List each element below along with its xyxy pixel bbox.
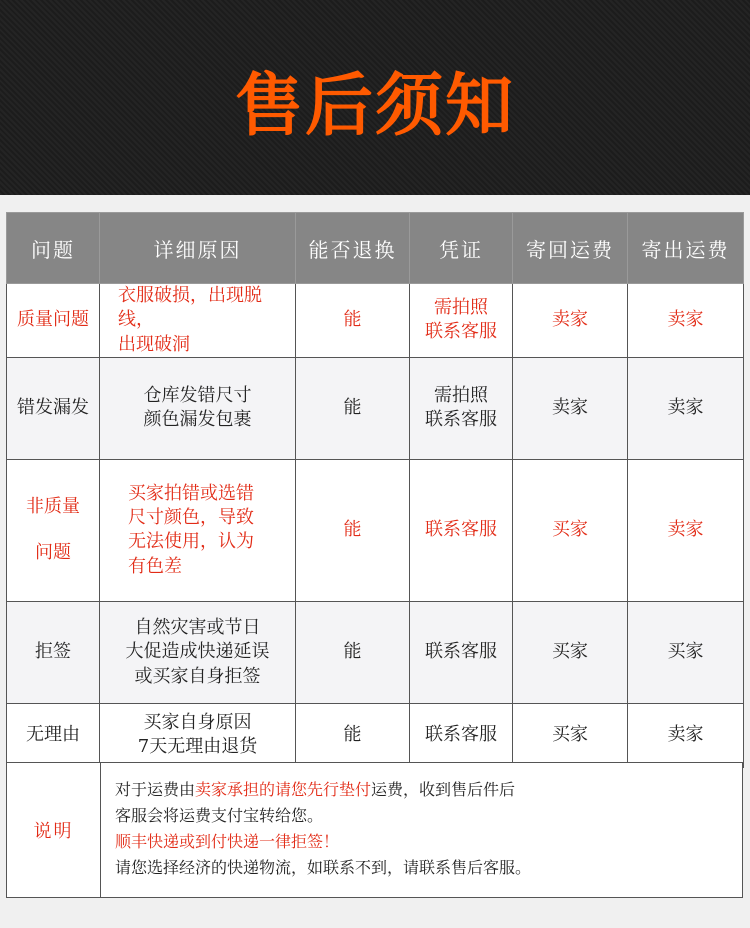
header-proof: 凭证 [410, 213, 513, 284]
proof-line: 联系客服 [425, 724, 497, 746]
issue-cell: 错发漏发 [7, 357, 100, 459]
reason-cell [100, 357, 296, 459]
page-title: 售后须知 [234, 67, 515, 146]
note-warning: 顺丰快递或到付快递一律拒签！ [115, 832, 340, 851]
table-header-row [7, 213, 744, 284]
after-sales-table [6, 212, 744, 768]
reason-cell [100, 284, 296, 358]
reason-line: 尺寸颜色，导致 [128, 507, 254, 529]
return-shipping-cell: 买家 [513, 703, 628, 767]
reason-line: 大促造成快递延误 [125, 641, 270, 663]
proof-cell [410, 357, 513, 459]
header-returnable: 能否退换 [296, 213, 410, 284]
return-shipping-cell: 卖家 [513, 284, 628, 358]
reason-cell [100, 703, 296, 767]
proof-line: 联系客服 [425, 409, 497, 431]
header-issue: 问题 [7, 213, 100, 284]
returnable-cell: 能 [296, 703, 410, 767]
reason-cell [100, 459, 296, 601]
proof-cell [410, 601, 513, 703]
reason-line: 买家拍错或选错 [128, 482, 254, 504]
reason-line: 颜色漏发包裹 [143, 409, 252, 431]
table-row [7, 601, 744, 703]
proof-line: 需拍照 [434, 385, 488, 407]
returnable-cell: 能 [296, 284, 410, 358]
note-text: 对于运费由 [115, 780, 196, 799]
note-line: 客服会将运费支付宝转给您。 [115, 806, 324, 825]
issue-line: 问题 [35, 542, 71, 564]
issue-line: 非质量 [26, 496, 80, 518]
issue-cell: 无理由 [7, 703, 100, 767]
proof-line: 联系客服 [425, 321, 497, 343]
return-shipping-cell: 卖家 [513, 357, 628, 459]
reason-line: 7天无理由退货 [137, 736, 258, 758]
send-shipping-cell: 卖家 [628, 284, 744, 358]
after-sales-table-wrap [6, 212, 743, 768]
reason-line: 买家自身原因 [143, 712, 252, 734]
returnable-cell: 能 [296, 459, 410, 601]
send-shipping-cell: 买家 [628, 601, 744, 703]
note-body [115, 777, 734, 881]
note-line: 请您选择经济的快递物流，如联系不到，请联系售后客服。 [115, 858, 532, 877]
returnable-cell: 能 [296, 357, 410, 459]
send-shipping-cell: 卖家 [628, 703, 744, 767]
table-row [7, 357, 744, 459]
issue-cell: 质量问题 [7, 284, 100, 358]
send-shipping-cell: 卖家 [628, 459, 744, 601]
reason-line: 无法使用，认为 [128, 531, 254, 553]
proof-cell [410, 284, 513, 358]
proof-line: 联系客服 [425, 641, 497, 663]
reason-line: 或买家自身拒签 [134, 665, 261, 687]
note-line [115, 777, 734, 803]
proof-line: 联系客服 [425, 519, 497, 541]
send-shipping-cell: 卖家 [628, 357, 744, 459]
table-row [7, 459, 744, 601]
header-send-shipping: 寄出运费 [628, 213, 744, 284]
proof-line: 需拍照 [434, 297, 488, 319]
note-highlight: 卖家承担的请您先行垫付 [195, 780, 372, 799]
note-box [6, 762, 743, 898]
issue-cell: 拒签 [7, 601, 100, 703]
reason-line: 有色差 [128, 555, 182, 577]
note-text: 运费，收到售后件后 [371, 780, 516, 799]
issue-cell [7, 459, 100, 601]
table-row [7, 284, 744, 358]
return-shipping-cell: 买家 [513, 459, 628, 601]
reason-line: 衣服破损，出现脱线， [118, 285, 262, 331]
reason-line: 出现破洞 [118, 333, 190, 355]
reason-line: 仓库发错尺寸 [143, 385, 252, 407]
proof-cell [410, 703, 513, 767]
returnable-cell: 能 [296, 601, 410, 703]
return-shipping-cell: 买家 [513, 601, 628, 703]
reason-cell [100, 601, 296, 703]
header-reason: 详细原因 [100, 213, 296, 284]
note-label: 说明 [7, 763, 101, 897]
table-row [7, 703, 744, 767]
header-return-shipping: 寄回运费 [513, 213, 628, 284]
proof-cell [410, 459, 513, 601]
reason-line: 自然灾害或节日 [134, 616, 261, 638]
title-banner [0, 0, 750, 195]
